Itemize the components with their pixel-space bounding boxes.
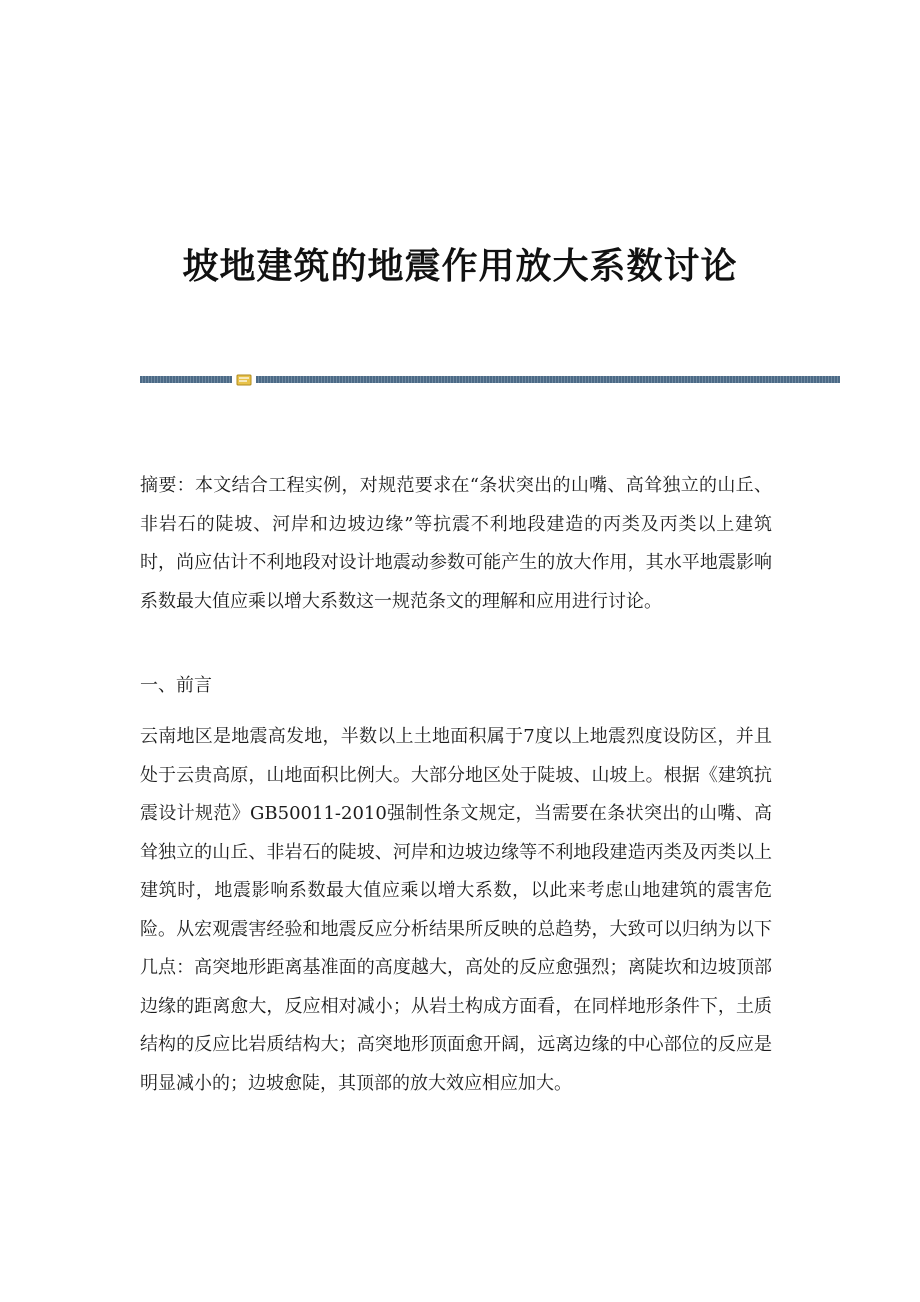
ornament-icon <box>236 372 252 386</box>
document-title: 坡地建筑的地震作用放大系数讨论 <box>182 245 738 288</box>
section-heading-preface: 一、前言 <box>140 675 212 696</box>
title-divider <box>140 372 840 386</box>
abstract-paragraph: 摘要：本文结合工程实例，对规范要求在“条状突出的山嘴、高耸独立的山丘、非岩石的陡坡、河岸和边坡边缘”等抗震不利地段建造的丙类及丙类以上建筑时，尚应估计不利地段对设计地震动参数可能产生的放大作用，其水平地震影响系数最大值应乘以增大系数这一规范条文的理解和应用进行讨论。 <box>140 475 772 612</box>
divider-bar-right <box>256 376 840 383</box>
divider-bar-left <box>140 376 232 383</box>
body-paragraph: 云南地区是地震高发地，半数以上土地面积属于7度以上地震烈度设防区，并且处于云贵高原，山地面积比例大。大部分地区处于陡坡、山坡上。根据《建筑抗震设计规范》GB50011-2010强制性条文规定，当需要在条状突出的山嘴、高耸独立的山丘、非岩石的陡坡、河岸和边坡边缘等不利地段建造丙类及丙类以上建筑时，地震影响系数最大值应乘以增大系数，以此来考虑山地建筑的震害危险。从宏观震害经验和地震反应分析结果所反映的总趋势，大致可以归纳为以下几点：高突地形距离基准面的高度越大，高处的反应愈强烈；离陡坎和边坡顶部边缘的距离愈大，反应相对减小；从岩土构成方面看，在同样地形条件下，土质结构的反应比岩质结构大；高突地形顶面愈开阔，远离边缘的中心部位的反应是明显减小的；边坡愈陡，其顶部的放大效应相应加大。 <box>140 726 772 1094</box>
